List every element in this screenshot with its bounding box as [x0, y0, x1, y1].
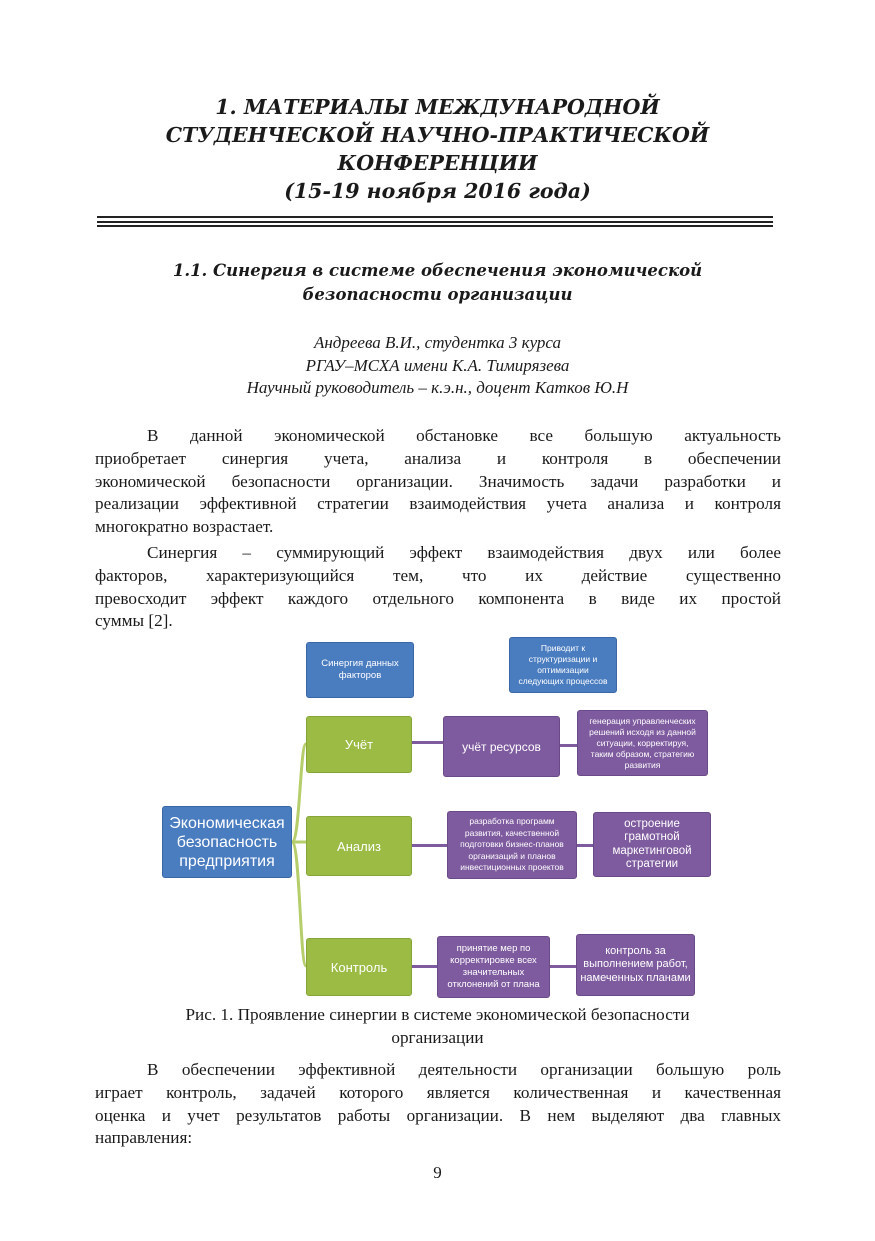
paragraph-line: реализации эффективной стратегии взаимодействия учета анализа и контроля: [95, 494, 781, 514]
kontrol-process-text: корректировке всех: [450, 955, 537, 966]
legend-leads-text: следующих процессов: [518, 676, 608, 686]
chapter-title-line: КОНФЕРЕНЦИИ: [337, 151, 538, 175]
analiz-process-text: развития, качественной: [464, 827, 560, 838]
analiz-result-text: остроение: [624, 817, 680, 830]
paragraph-line: оценка и учет результатов работы организации. В нем выделяют два главных: [95, 1105, 781, 1125]
author-block: [0, 332, 875, 400]
paragraph-line: многократно возрастает.: [95, 517, 274, 537]
section-title-line: безопасности организации: [302, 285, 573, 304]
author-line: РГАУ–МСХА имени К.А. Тимирязева: [305, 355, 570, 375]
analiz-result-text: грамотной: [624, 831, 680, 843]
kontrol-process-text: принятие мер по: [456, 943, 531, 954]
analiz-process-box: [447, 811, 577, 879]
caption-line: организации: [391, 1027, 484, 1047]
analiz-result-box: [593, 812, 711, 877]
chapter-title-line: 1. МАТЕРИАЛЫ МЕЖДУНАРОДНОЙ: [215, 95, 660, 119]
analiz-process-text: инвестиционных проектов: [460, 862, 564, 873]
header-rule: [97, 216, 773, 218]
analiz-process-text: организаций и планов: [468, 850, 556, 861]
connector: [412, 741, 444, 744]
chapter-title-line: СТУДЕНЧЕСКОЙ НАУЧНО-ПРАКТИЧЕСКОЙ: [165, 123, 710, 147]
analiz-result-text: маркетинговой: [612, 844, 692, 857]
connector: [577, 844, 593, 847]
kontrol-result-text: контроль за: [605, 944, 666, 957]
node-kontrol: Контроль: [306, 938, 412, 996]
paragraph-line: факторов, характеризующийся тем, что их действие существенно: [95, 565, 781, 585]
legend-leads-text: структуризации и: [528, 654, 598, 664]
section-title: [0, 259, 875, 307]
paragraph: [95, 425, 781, 539]
figure-caption: [0, 1004, 875, 1050]
legend-synergy-box: [306, 642, 414, 698]
paragraph-line: приобретает синергия учета, анализа и контроля в обеспечении: [95, 448, 781, 468]
kontrol-process-text: значительных: [462, 967, 525, 978]
node-uchet: Учёт: [306, 716, 412, 773]
uchet-resources-box: учёт ресурсов: [443, 716, 560, 777]
uchet-result-text: развития: [624, 759, 661, 770]
paragraph: [95, 542, 781, 633]
legend-synergy-text: Синергия данных: [321, 658, 399, 669]
connector: [550, 965, 576, 968]
legend-leads-text: оптимизации: [537, 665, 589, 675]
paragraph-line: В данной экономической обстановке все большую актуальность: [147, 426, 781, 445]
paragraph-line: суммы [2].: [95, 611, 173, 631]
author-line: Научный руководитель – к.э.н., доцент Катков Ю.Н: [246, 378, 629, 397]
paragraph-line: превосходит эффект каждого отдельного компонента в виде их простой: [95, 588, 781, 608]
section-title-line: 1.1. Синергия в системе обеспечения экономической: [172, 261, 703, 280]
paragraph-line: играет контроль, задачей которого является количественная и качественная: [95, 1082, 781, 1102]
connector: [560, 744, 578, 747]
kontrol-result-text: намеченных планами: [580, 971, 691, 984]
analiz-result-text: стратегии: [625, 858, 679, 870]
analiz-process-text: подготовки бизнес-планов: [460, 839, 564, 850]
kontrol-process-text: отклонений от плана: [447, 979, 540, 990]
uchet-result-text: генерация управленческих: [589, 715, 696, 726]
legend-leads-box: [509, 637, 617, 693]
header-rule: [97, 221, 773, 223]
page-number: 9: [433, 1163, 442, 1182]
connector: [412, 844, 448, 847]
legend-leads-text: Приводит к: [540, 643, 586, 653]
kontrol-result-text: выполнением работ,: [583, 958, 688, 971]
chapter-title: [0, 93, 875, 205]
kontrol-process-box: [437, 936, 550, 998]
author-line: Андреева В.И., студентка 3 курса: [313, 333, 562, 352]
uchet-result-text: таким образом, стратегию: [590, 748, 695, 759]
root-node-text: безопасность: [176, 833, 278, 851]
root-node-text: предприятия: [179, 852, 275, 870]
paragraph-line: В обеспечении эффективной деятельности организации большую роль: [147, 1060, 781, 1079]
analiz-process-text: разработка программ: [469, 816, 555, 827]
paragraph: [95, 1059, 781, 1150]
kontrol-result-box: [576, 934, 695, 996]
root-node: [162, 806, 292, 878]
uchet-result-text: ситуации, корректируя,: [596, 737, 689, 748]
paragraph-line: направления:: [95, 1128, 193, 1148]
chapter-title-line: (15-19 ноября 2016 года): [284, 179, 591, 203]
node-analiz: Анализ: [306, 816, 412, 876]
uchet-result-text: решений исходя из данной: [589, 726, 696, 737]
legend-synergy-text: факторов: [338, 670, 382, 681]
uchet-result-box: [577, 710, 708, 776]
header-rule: [97, 225, 773, 227]
paragraph-line: экономической безопасности организации. Значимость задачи разработки и: [95, 471, 781, 491]
connector: [412, 965, 438, 968]
root-node-text: Экономическая: [169, 814, 285, 832]
paragraph-line: Синергия – суммирующий эффект взаимодействия двух или более: [147, 543, 781, 562]
caption-line: Рис. 1. Проявление синергии в системе экономической безопасности: [185, 1005, 690, 1024]
